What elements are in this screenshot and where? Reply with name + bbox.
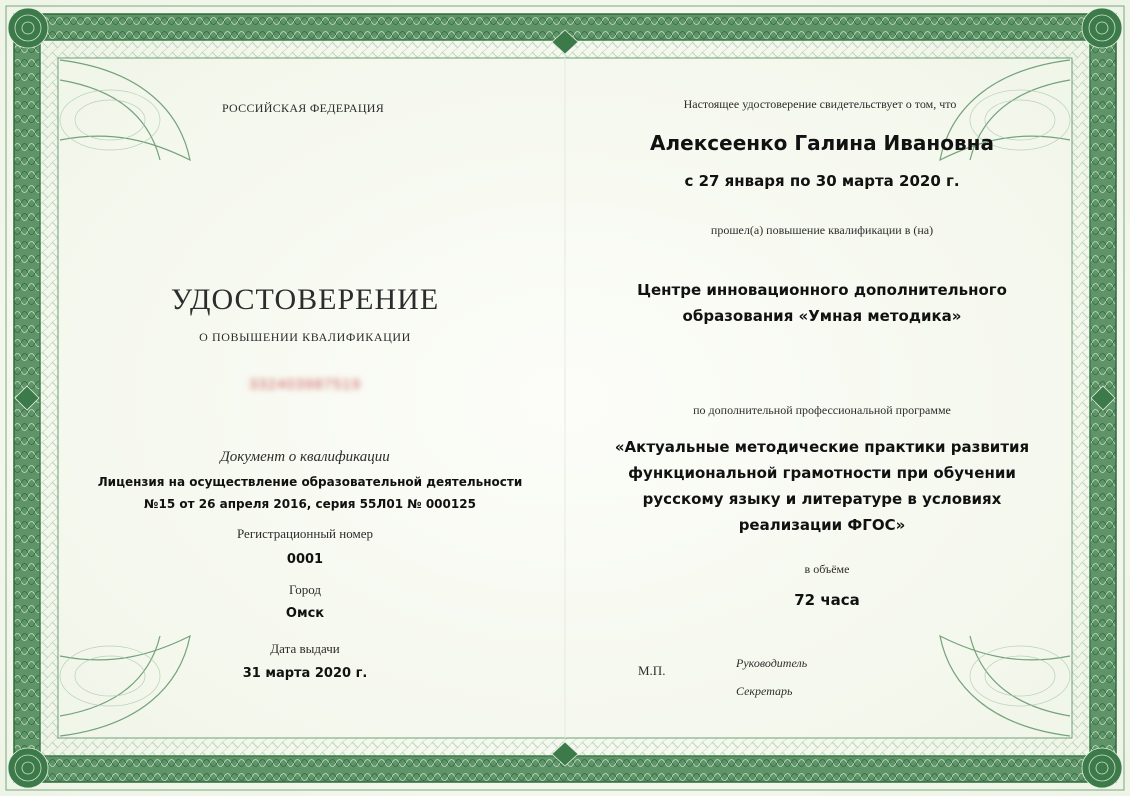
issue-date: 31 марта 2020 г. bbox=[242, 666, 368, 681]
program-title-line-4: реализации ФГОС» bbox=[738, 516, 906, 534]
organization-line-1: Центре инновационного дополнительного bbox=[637, 281, 1007, 299]
program-title-line-1: «Актуальные методические практики развития bbox=[614, 438, 1030, 456]
document-title: УДОСТОВЕРЕНИЕ bbox=[170, 283, 440, 316]
head-signature-label: Руководитель bbox=[736, 656, 808, 670]
program-label: по дополнительной профессиональной программе bbox=[693, 403, 951, 417]
volume-label: в объёме bbox=[804, 562, 850, 576]
qualification-document-label: Документ о квалификации bbox=[220, 449, 390, 465]
country-label: РОССИЙСКАЯ ФЕДЕРАЦИЯ bbox=[221, 101, 385, 115]
license-line-2: №15 от 26 апреля 2016, серия 55Л01 № 000125 bbox=[144, 497, 476, 511]
program-title-line-3: русскому языку и литературе в условиях bbox=[642, 490, 1002, 508]
passed-label: прошел(а) повышение квалификации в (на) bbox=[710, 223, 934, 237]
certificate-intro: Настоящее удостоверение свидетельствует о том, что bbox=[683, 97, 957, 111]
secretary-signature-label: Секретарь bbox=[736, 684, 793, 698]
city-label: Город bbox=[288, 582, 322, 597]
volume-hours: 72 часа bbox=[794, 591, 860, 609]
organization-line-2: образования «Умная методика» bbox=[682, 307, 962, 325]
registration-number-label: Регистрационный номер bbox=[237, 526, 373, 541]
study-period: с 27 января по 30 марта 2020 г. bbox=[684, 172, 960, 190]
serial-number-blurred: 332403987519 bbox=[248, 376, 362, 393]
holder-name: Алексеенко Галина Ивановна bbox=[650, 131, 994, 155]
city-value: Омск bbox=[285, 606, 325, 621]
registration-number: 0001 bbox=[286, 552, 324, 567]
stamp-placeholder-label: М.П. bbox=[638, 663, 666, 678]
license-line-1: Лицензия на осуществление образовательной деятельности bbox=[97, 475, 523, 489]
program-title-line-2: функциональной грамотности при обучении bbox=[628, 464, 1016, 482]
issue-date-label: Дата выдачи bbox=[270, 641, 340, 656]
document-subtitle: О ПОВЫШЕНИИ КВАЛИФИКАЦИИ bbox=[199, 330, 411, 344]
